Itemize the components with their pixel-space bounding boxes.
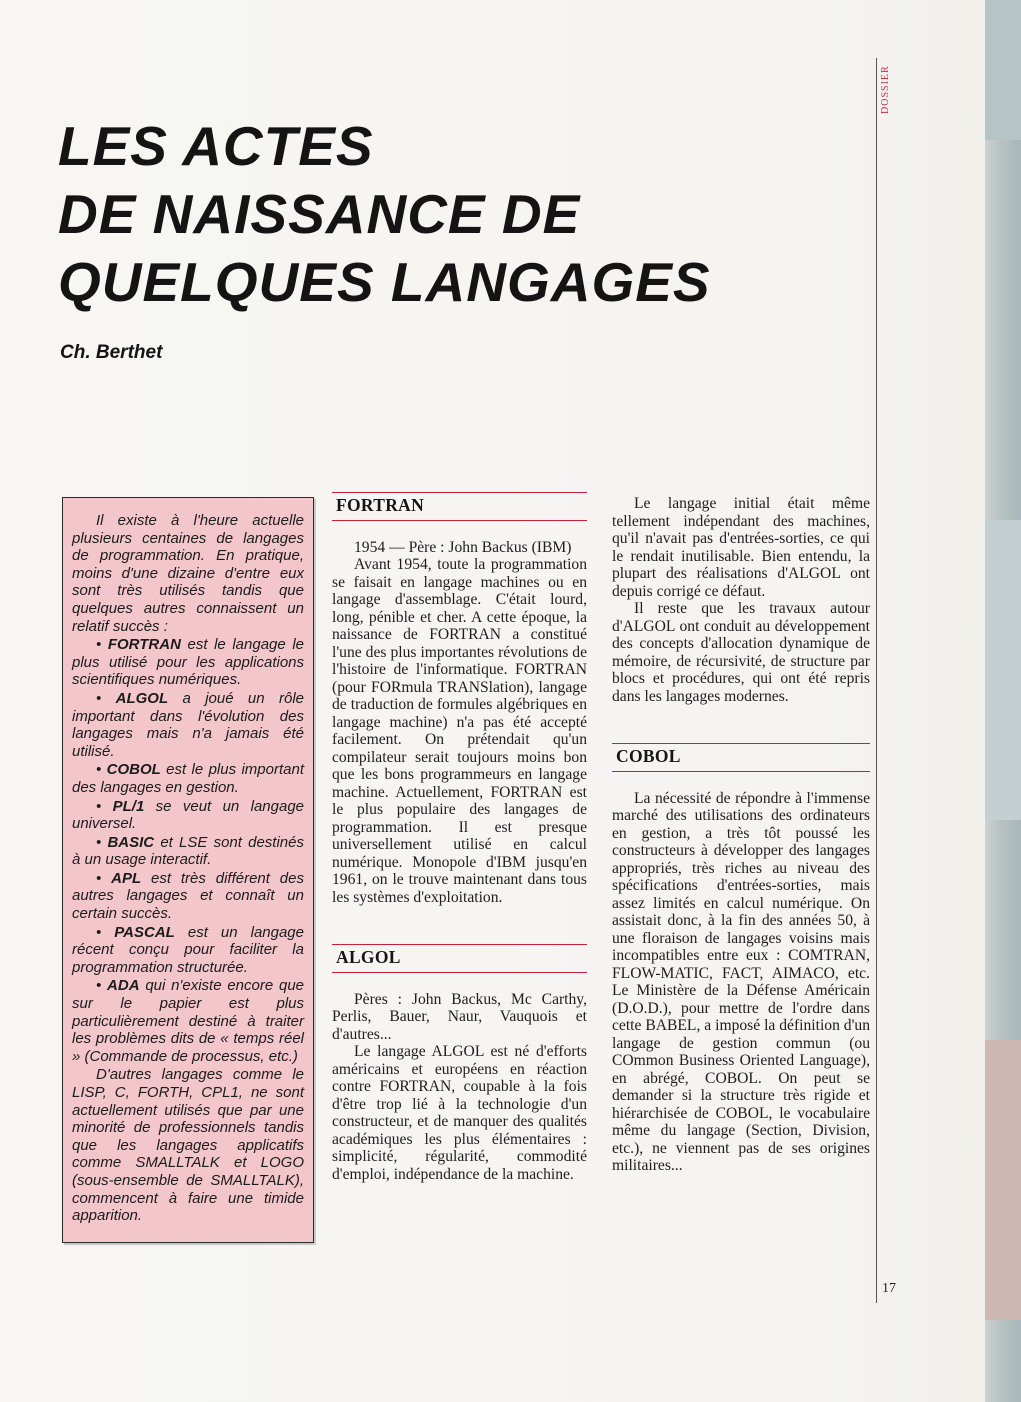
algol-paragraph-3: Le langage initial était même tellement indépendant des machines, qu'il n'avait pas d'entrées-sorties, ce qui le rendait inutilisable. Bien entendu, la plupart des réalisations d'ALGOL ont depuis corrigé ce défaut. [612, 495, 870, 600]
section-heading-algol: ALGOL [332, 944, 587, 973]
article-author: Ch. Berthet [60, 342, 163, 363]
intro-item-pl1: • PL/1 se veut un langage universel. [72, 797, 305, 833]
margin-rule [876, 58, 877, 1303]
fortran-paragraph-1: 1954 — Père : John Backus (IBM) [354, 538, 572, 556]
section-heading-fortran: FORTRAN [332, 492, 587, 521]
intro-item-algol: • ALGOL a joué un rôle important dans l'évolution des langages mais n'a jamais été utilisé. [72, 689, 304, 760]
section-heading-cobol: COBOL [612, 743, 870, 772]
column-right [612, 495, 870, 1175]
column-middle [332, 492, 587, 1183]
title-line-2: DE NAISSANCE DE [58, 183, 581, 245]
section-tag: DOSSIER [880, 65, 891, 115]
title-line-1: LES ACTES [58, 115, 374, 177]
cobol-paragraph-1: La nécessité de répondre à l'immense marché des utilisations des ordinateurs en gestion, a très tôt poussé les constructeurs à développer des langages appropriés, très riches au niveau des spécifications d'entrées-sorties, mais assez limités en calcul numérique. On assistait donc, à la fin des années 50, à une floraison de langages voisins mais incompatibles entre eux : COMTRAN, FLOW-MATIC, FACT, AIMACO, etc. Le Ministère de la Défense Américain (D.O.D.), pour mettre de l'ordre dans cette BABEL, a imposé la définition d'un langage de gestion commun (ou COmmon Business Oriented Language), en abrégé, COBOL. On peut se demander si la structure très rigide et hiérarchisée de COBOL, le vocabulaire même du langage (Section, Division, etc.), ne viennent pas de ses origines militaires... [612, 789, 870, 1174]
intro-item-basic: • BASIC et LSE sont destinés à un usage interactif. [72, 833, 304, 869]
algol-paragraph-2: Le langage ALGOL est né d'efforts américains et européens en réaction contre FORTRAN, coupable à la fois d'être trop lié à la technologie d'un constructeur, et de manquer des qualités académiques les plus élémentaires : simplicité, régularité, commodité d'emploi, indépendance de la machine. [332, 1043, 587, 1183]
fortran-paragraph-2: Avant 1954, toute la programmation se faisait en langage machines ou en langage d'assemblage. C'était lourd, long, pénible et cher. A cette époque, la naissance de FORTRAN a constitué l'une des plus importantes révolutions de l'histoire de l'informatique. FORTRAN (pour FORmula TRANSlation), langage de traduction de formules algébriques en langage machine) n'a pas été accepté facilement. On prétendait qu'un compilateur serait toujours moins bon que les bons programmeurs en langage machine. Actuellement, FORTRAN est le plus populaire des langages de programmation. Il est presque universellement utilisé en calcul numérique. Monopole d'IBM jusqu'en 1961, on le trouve maintenant dans tous les systèmes d'exploitation. [332, 556, 587, 906]
intro-item-pascal: • PASCAL est un langage récent conçu pour faciliter la programmation structurée. [72, 923, 304, 976]
algol-paragraph-1: Pères : John Backus, Mc Carthy, Perlis, Bauer, Naur, Vauquois et d'autres... [332, 990, 587, 1043]
intro-paragraph: Il existe à l'heure actuelle plusieurs centaines de langages de programmation. En pratique, moins d'une dizaine d'entre eux sont très utilisés tandis que quelques autres connaissent un relatif succès : [72, 512, 304, 635]
intro-item-cobol: • COBOL est le plus important des langages en gestion. [72, 761, 304, 796]
page-number: 17 [882, 1281, 896, 1296]
intro-item-apl: • APL est très différent des autres langages et connaît un certain succès. [72, 869, 304, 923]
intro-item-fortran: • FORTRAN est le langage le plus utilisé pour les applications scientifiques numériques. [72, 636, 304, 689]
adjacent-page-edge [985, 0, 1021, 1402]
intro-box [62, 497, 314, 1243]
title-line-3: QUELQUES LANGAGES [58, 251, 711, 313]
intro-item-ada: • ADA qui n'existe encore que sur le papier est plus particulièrement destiné à traiter les problèmes dits de « temps réel » (Commande de processus, etc.) [72, 977, 305, 1065]
algol-paragraph-4: Il reste que les travaux autour d'ALGOL ont conduit au développement des concepts d'allocation dynamique de mémoire, de récursivité, de structure par blocs et procédures, qui ont été repris dans les langages modernes. [612, 600, 870, 705]
article-title [58, 112, 858, 316]
intro-closing-paragraph: D'autres langages comme le LISP, C, FORTH, CPL1, ne sont actuellement utilisés que par une minorité de professionnels tandis que les langages applicatifs comme SMALLTALK et LOGO (sous-ensemble de SMALLTALK), commencent à faire une timide apparition. [72, 1066, 304, 1225]
